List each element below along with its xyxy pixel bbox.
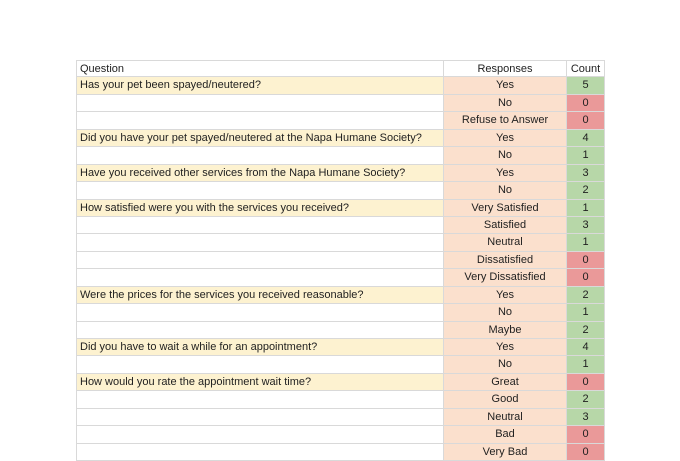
question-cell[interactable] xyxy=(76,234,444,250)
question-cell[interactable] xyxy=(76,322,444,338)
table-row xyxy=(76,304,605,321)
count-cell[interactable]: 2 xyxy=(567,287,605,303)
response-cell[interactable]: No xyxy=(444,95,567,111)
count-cell[interactable]: 1 xyxy=(567,200,605,216)
count-cell[interactable]: 2 xyxy=(567,182,605,198)
question-cell[interactable] xyxy=(76,356,444,372)
response-cell[interactable]: Yes xyxy=(444,77,567,93)
table-row xyxy=(76,234,605,251)
question-cell[interactable]: How would you rate the appointment wait time? xyxy=(76,374,444,390)
question-cell[interactable] xyxy=(76,391,444,407)
table-row xyxy=(76,374,605,391)
question-cell[interactable]: Did you have to wait a while for an appointment? xyxy=(76,339,444,355)
response-cell[interactable]: Neutral xyxy=(444,409,567,425)
response-cell[interactable]: Bad xyxy=(444,426,567,442)
question-cell[interactable]: Were the prices for the services you received reasonable? xyxy=(76,287,444,303)
count-cell[interactable]: 0 xyxy=(567,269,605,285)
count-cell[interactable]: 3 xyxy=(567,217,605,233)
question-cell[interactable]: Have you received other services from the Napa Humane Society? xyxy=(76,165,444,181)
table-row xyxy=(76,391,605,408)
table-row xyxy=(76,130,605,147)
question-cell[interactable] xyxy=(76,252,444,268)
count-cell[interactable]: 1 xyxy=(567,147,605,163)
response-cell[interactable]: No xyxy=(444,356,567,372)
question-cell[interactable] xyxy=(76,409,444,425)
table-row xyxy=(76,252,605,269)
response-cell[interactable]: Refuse to Answer xyxy=(444,112,567,128)
response-cell[interactable]: Neutral xyxy=(444,234,567,250)
response-cell[interactable]: Very Satisfied xyxy=(444,200,567,216)
count-cell[interactable]: 1 xyxy=(567,234,605,250)
question-cell[interactable] xyxy=(76,182,444,198)
question-cell[interactable] xyxy=(76,269,444,285)
count-cell[interactable]: 2 xyxy=(567,391,605,407)
question-cell[interactable] xyxy=(76,147,444,163)
count-cell[interactable]: 5 xyxy=(567,77,605,93)
response-cell[interactable]: Satisfied xyxy=(444,217,567,233)
table-row xyxy=(76,287,605,304)
table-row xyxy=(76,200,605,217)
question-cell[interactable]: Has your pet been spayed/neutered? xyxy=(76,77,444,93)
response-cell[interactable]: No xyxy=(444,182,567,198)
response-cell[interactable]: Very Bad xyxy=(444,444,567,460)
table-row xyxy=(76,444,605,461)
count-cell[interactable]: 1 xyxy=(567,304,605,320)
table-body xyxy=(76,77,605,461)
question-cell[interactable] xyxy=(76,217,444,233)
table-row xyxy=(76,165,605,182)
table-row xyxy=(76,77,605,94)
response-cell[interactable]: Yes xyxy=(444,165,567,181)
question-cell[interactable] xyxy=(76,426,444,442)
response-cell[interactable]: Good xyxy=(444,391,567,407)
table-row xyxy=(76,182,605,199)
count-cell[interactable]: 0 xyxy=(567,374,605,390)
question-cell[interactable]: Did you have your pet spayed/neutered at the Napa Humane Society? xyxy=(76,130,444,146)
count-cell[interactable]: 2 xyxy=(567,322,605,338)
response-cell[interactable]: Maybe xyxy=(444,322,567,338)
count-cell[interactable]: 4 xyxy=(567,130,605,146)
response-cell[interactable]: Dissatisfied xyxy=(444,252,567,268)
count-cell[interactable]: 3 xyxy=(567,409,605,425)
header-question[interactable]: Question xyxy=(76,61,444,76)
table-row xyxy=(76,147,605,164)
survey-results-table xyxy=(76,60,605,461)
count-cell[interactable]: 0 xyxy=(567,426,605,442)
count-cell[interactable]: 1 xyxy=(567,356,605,372)
question-cell[interactable] xyxy=(76,304,444,320)
question-cell[interactable] xyxy=(76,112,444,128)
response-cell[interactable]: Yes xyxy=(444,339,567,355)
count-cell[interactable]: 0 xyxy=(567,252,605,268)
response-cell[interactable]: No xyxy=(444,304,567,320)
count-cell[interactable]: 4 xyxy=(567,339,605,355)
table-row xyxy=(76,322,605,339)
question-cell[interactable]: How satisfied were you with the services you received? xyxy=(76,200,444,216)
table-row xyxy=(76,112,605,129)
response-cell[interactable]: No xyxy=(444,147,567,163)
table-row xyxy=(76,409,605,426)
table-row xyxy=(76,95,605,112)
count-cell[interactable]: 0 xyxy=(567,112,605,128)
table-row xyxy=(76,339,605,356)
count-cell[interactable]: 0 xyxy=(567,95,605,111)
header-count[interactable]: Count xyxy=(567,61,605,76)
response-cell[interactable]: Great xyxy=(444,374,567,390)
response-cell[interactable]: Yes xyxy=(444,130,567,146)
header-responses[interactable]: Responses xyxy=(444,61,567,76)
response-cell[interactable]: Yes xyxy=(444,287,567,303)
count-cell[interactable]: 3 xyxy=(567,165,605,181)
header-row xyxy=(76,60,605,77)
table-row xyxy=(76,356,605,373)
count-cell[interactable]: 0 xyxy=(567,444,605,460)
response-cell[interactable]: Very Dissatisfied xyxy=(444,269,567,285)
table-row xyxy=(76,426,605,443)
question-cell[interactable] xyxy=(76,95,444,111)
table-row xyxy=(76,217,605,234)
question-cell[interactable] xyxy=(76,444,444,460)
table-row xyxy=(76,269,605,286)
